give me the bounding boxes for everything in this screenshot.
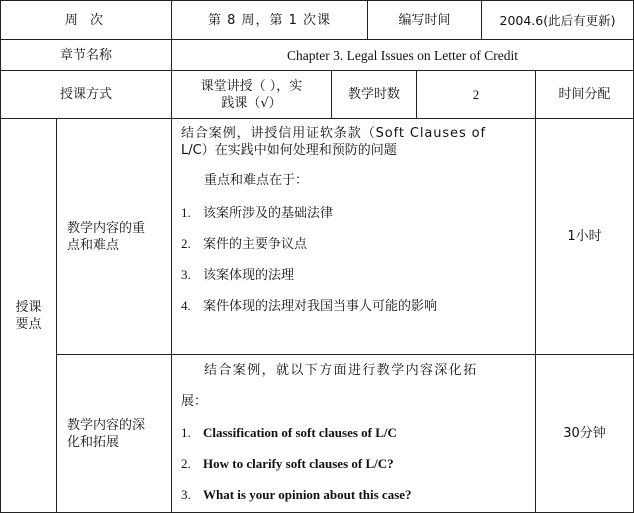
block1-time: 1小时 [567, 229, 602, 244]
list-item-number: 1. [181, 205, 191, 220]
week-value: 第 8 周，第 1 次课 [207, 12, 332, 28]
block2-time: 30分钟 [563, 426, 606, 441]
block2-intro-line2: 展： [181, 394, 208, 409]
list-item [181, 235, 307, 253]
list-item [181, 455, 394, 472]
list-item-text: 案件体现的法理对我国当事人可能的影响 [203, 299, 438, 314]
list-item-text: 案件的主要争议点 [203, 237, 308, 252]
block1-intro-line1: 结合案例，讲授信用证软条款（Soft Clauses of [181, 126, 486, 141]
list-item-text: 该案体现的法理 [203, 268, 295, 283]
list-item-number: 1. [181, 425, 191, 440]
date-label: 编写时间 [398, 12, 451, 28]
block2-label-line2: 化和拓展 [67, 434, 120, 450]
hours-label: 教学时数 [347, 87, 400, 102]
list-item [181, 266, 294, 284]
list-item [181, 297, 437, 315]
list-item-number: 4. [181, 298, 191, 313]
list-item [181, 486, 412, 503]
list-item-text: Classification of soft clauses of L/C [203, 425, 397, 440]
block2-label-line1: 教学内容的深 [67, 417, 146, 433]
section-label [1, 119, 56, 512]
chapter-title: Chapter 3. Legal Issues on Letter of Credit [287, 47, 518, 63]
list-item-number: 3. [181, 267, 191, 282]
list-item-number: 3. [181, 487, 191, 502]
block2-label [57, 355, 171, 512]
date-value: 2004.6(此后有更新) [499, 12, 616, 28]
block1-subheading: 重点和难点在于： [204, 173, 309, 188]
list-item-text: 该案所涉及的基础法律 [203, 206, 334, 221]
list-item [181, 204, 333, 222]
block1-label [57, 119, 171, 354]
week-label: 周 次 [64, 12, 108, 28]
method-label: 授课方式 [59, 87, 112, 102]
block1-label-line1: 教学内容的重 [67, 220, 146, 236]
section-label-line1: 授课 [15, 299, 42, 315]
method-value [172, 71, 331, 118]
list-item-text: How to clarify soft clauses of L/C? [203, 456, 394, 471]
time-allocation-label: 时间分配 [558, 87, 611, 102]
block2-intro-line1: 结合案例，就以下方面进行教学内容深化拓 [204, 363, 478, 378]
list-item [181, 424, 397, 441]
list-item-number: 2. [181, 456, 191, 471]
block1-intro-line2: L/C）在实践中如何处理和预防的问题 [181, 143, 397, 158]
chapter-label: 章节名称 [59, 47, 112, 63]
block1-label-line2: 点和难点 [67, 237, 120, 253]
column-divider [171, 118, 172, 513]
hours-value: 2 [472, 87, 480, 102]
list-item-text: What is your opinion about this case? [203, 487, 412, 502]
list-item-number: 2. [181, 236, 191, 251]
section-label-line2: 要点 [15, 316, 42, 332]
method-value-line1: 课堂讲授（ ），实 [200, 78, 303, 94]
method-value-line2: 践课（√） [221, 95, 282, 111]
